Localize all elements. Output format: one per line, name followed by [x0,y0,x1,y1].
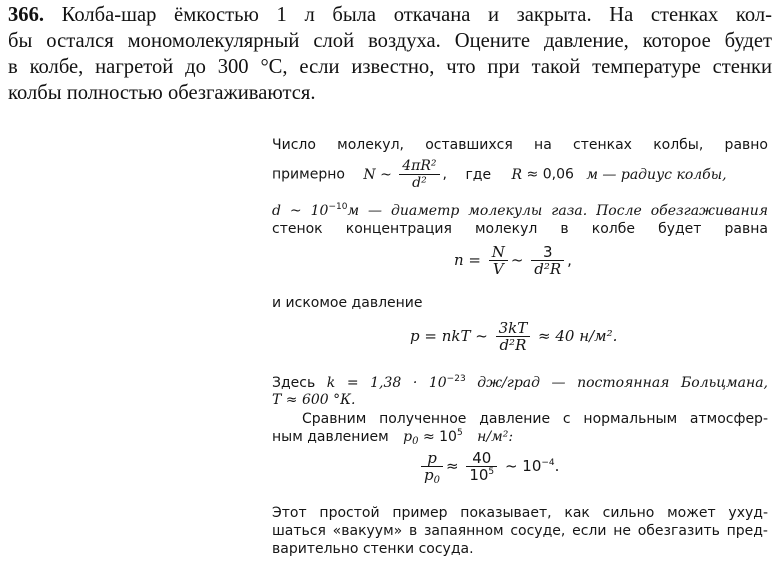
solution-line-10: Этот простой пример показывает, как сильно может ухуд- [272,505,768,521]
solution-line-6: Здесь $k = 1,38 \cdot 10^{-23}$ дж/град — постоянная Больцмана, [272,374,768,391]
problem-number: 366. [8,4,45,26]
solution-line-1: Число молекул, оставшихся на стенках колбы, равно [272,137,768,153]
solution-line-11: шаться «вакуум» в запаянном сосуде, если не обезгазить пред- [272,523,768,539]
solution-line-3: d ~ $10^{-10}м$ — диаметр молекулы газа. После обезгаживания [272,202,768,219]
equation-concentration: n = $\frac{N}{V}$ ~ $\frac{3}{\text{d²R}}$ , [454,243,572,278]
solution-line-7: T ≈ 600 °К. [272,392,356,408]
solution-line-5: и искомое давление [272,295,423,311]
solution-line-9: ным давлением $p_0 \approx 10^5$ н/м²: [272,428,514,447]
solution-line-8: Сравним полученное давление с нормальным атмосфер- [302,411,768,427]
equation-pressure: p = nkT ~ $\frac{3kT}{\text{d²R}}$ ≈ 40 н/м². [410,319,618,354]
problem-line-4: колбы полностью обезгаживаются. [8,82,316,104]
problem-line-3: в колбе, нагретой до 300 °С, если известно, что при такой температуре стенки [8,56,772,78]
solution-line-2: примерно N ~ $\frac{\text{4πR²}}{\text{d²}}$ , где R ≈ 0,06 м — радиус колбы, [272,158,727,191]
problem-line-1: 366. Колба-шар ёмкостью 1 л была откачана и закрыта. На стенках кол- [8,4,772,26]
fraction-4piR2-over-d2: $\frac{\text{4πR²}}{\text{d²}}$ [399,158,439,191]
solution-line-4: стенок концентрация молекул в колбе будет равна [272,221,768,237]
problem-line-2: бы остался мономолекулярный слой воздуха. Оцените давление, которое будет [8,30,772,52]
problem-statement [8,2,772,106]
solution-line-12: варительно стенки сосуда. [272,541,474,557]
equation-ratio: $\frac{p}{p_0}$ ≈ $\frac{40}{10^5}$ ~ $10^{-4}$. [418,450,559,483]
